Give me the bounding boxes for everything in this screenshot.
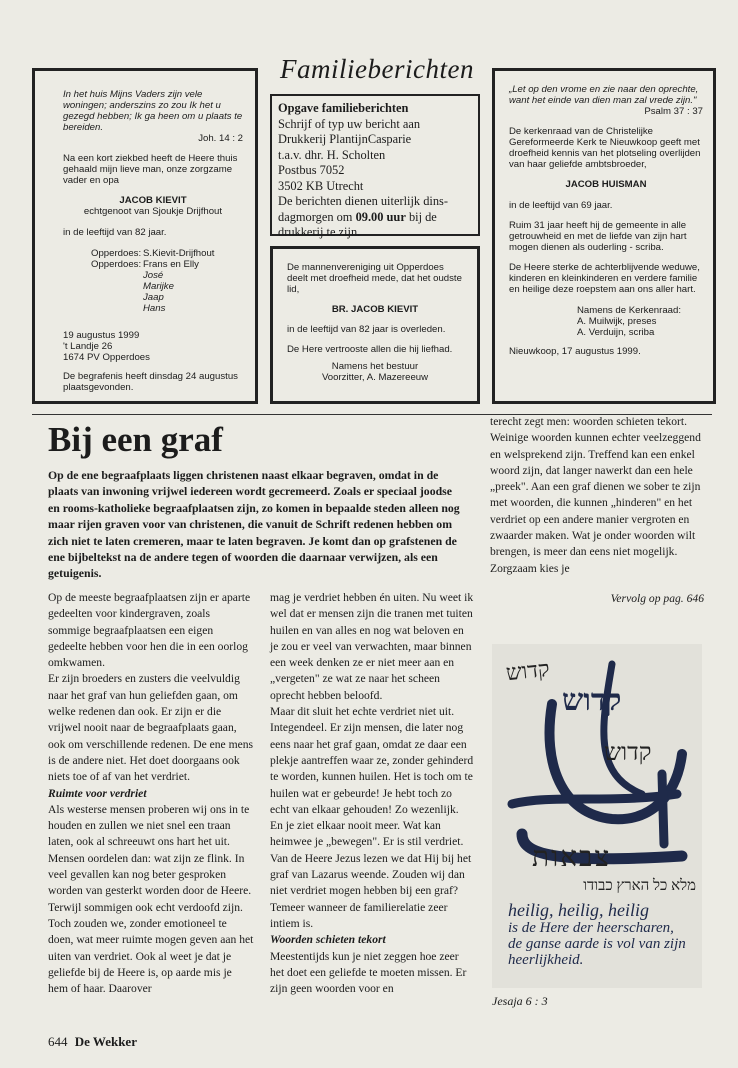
article-lead: Op de ene begraafplaats liggen christenen naast elkaar begraven, omdat in de plaats van inwoning vrijwel iedereen wordt gecremeerd. Zoals er speciaal joodse en rooms-katholieke begraafplaatsen zijn, zo komen in bepaalde steden alleen nog maar rijen graven voor van christenen, die vanuit de Schrift redenen hebben om zich niet te laten cremeren, maar te laten begraven. Je komt dan op grafstenen de ene bijbeltekst na de andere tegen of woorden die daarnaar verwijzen, als een getuigenis. — [48, 468, 460, 581]
paragraph: terecht zegt men: woorden schieten tekort. Weinige woorden kunnen echter veelzeggend en welsprekend zijn. Treffend kan een enkel woord zijn, dat langer nawerkt dan een hele „preek". Aan een graf dienen we sober te zijn met woorden, die kunnen „hinderen" en het verdriet op een andere manier vergroten en zwaarder maken. Wat je onder woorden wilt brengen, is meer dan eens niet mogelijk. Zorgzaam kies je — [490, 415, 701, 575]
notice-date: 19 augustus 1999 — [63, 330, 140, 341]
deadline-line: dagmorgen om 09.00 uur bij de — [278, 209, 437, 224]
hebrew-line: מלא כל הארץ כבודו — [583, 878, 696, 894]
signature-block: Namens de Kerkenraad: A. Muilwijk, preses A. Verduijn, scriba — [577, 305, 681, 338]
subheading: Woorden schieten tekort — [270, 933, 386, 947]
obituary-huisman — [492, 68, 716, 404]
postcode: 1674 PV Opperdoes — [63, 352, 150, 363]
page-footer — [48, 1034, 137, 1050]
family-row: Opperdoes: S.Kievit-Drijfhout — [91, 248, 215, 259]
notice-date: Nieuwkoop, 17 augustus 1999. — [509, 346, 641, 357]
deadline-line: drukkerij te zijn. — [278, 225, 361, 239]
spouse-line: echtgenoot van Sjoukje Drijfhout — [83, 206, 223, 217]
notice-intro: De mannenvereniging uit Opperdoes deelt met droefheid mede, dat het oudste lid, — [287, 262, 462, 295]
dutch-calligraphy: heilig, heilig, heilig is de Here der heerscharen, de ganse aarde is vol van zijn heerlijkheid. — [508, 900, 686, 968]
magazine-name: De Wekker — [74, 1034, 137, 1049]
paragraph: Toch zouden we, zonder emotioneel te doen, wat meer ruimte mogen geven aan het uiten van verdriet. Ook al weet je dat je geliefde bij de Heere is, op aarde mis je hem of haar. Daarover — [48, 916, 254, 996]
subheading: Ruimte voor verdriet — [48, 786, 147, 800]
bible-verse: In het huis Mijns Vaders zijn vele woningen; anderszins zo zou Ik het u gezegd hebben; Ik ga heen om u plaats te bereiden. — [63, 89, 243, 133]
age-line: in de leeftijd van 69 jaar. — [509, 200, 613, 211]
notice-intro: Na een kort ziekbed heeft de Heere thuis gehaald mijn lieve man, onze zorgzame vader en opa — [63, 153, 238, 186]
submission-info-box — [270, 94, 480, 239]
paragraph: Maar dit sluit het echte verdriet niet uit. Integendeel. Er zijn mensen, die later nog eens naar het graf gaan, omdat ze daar een plekje aantreffen waar ze, zonder gehinderd te worden, kunnen huilen. Het is toch om te huilen wat er gebeurde! Je hebt toch zo echt van elkaar gehouden! Zo wezenlijk. En je ziet elkaar nooit meer. Wat kan heimwee je „bewegen". Er is stil verdriet. Van de Heere Jezus lezen we dat Hij bij het graf van Lazarus weende. Zouden wij dan niet verdriet mogen hebben bij een graf? Temeer wanneer de familierelatie zeer intiem is. — [270, 705, 474, 930]
article-column-1 — [48, 590, 254, 997]
info-line: Drukkerij PlantijnCasparie — [278, 132, 412, 146]
article-column-3 — [490, 414, 704, 607]
page-number: 644 — [48, 1034, 68, 1049]
info-line: 3502 KB Utrecht — [278, 178, 364, 193]
paragraph: Als westerse mensen proberen wij ons in te houden en zullen we niet snel een traan laten, ook al schreeuwt ons hart het uit. Mensen oordelen dan: wat zijn ze flink. In veel gevallen kan nog beter gesproken worden van gesterkt worden door de Heere. Terwijl sommigen ook echt verdoofd zijn. — [48, 802, 252, 914]
paragraph: Op de meeste begraafplaatsen zijn er aparte gedeelten voor kindergraven, zoals sommige begraafplaatsen een eigen gedeelte hebben voor hen die in een oorlog omkwamen. — [48, 591, 251, 670]
continuation-note: Vervolg op pag. 646 — [610, 591, 704, 605]
obituary-kievit-family — [32, 68, 258, 404]
paragraph: Meestentijds kun je niet zeggen hoe zeer het doet een geliefde te moeten missen. Er zijn geen woorden voor en — [270, 949, 467, 996]
info-line: t.a.v. dhr. H. Scholten — [278, 147, 386, 162]
deceased-name: BR. JACOB KIEVIT — [331, 304, 419, 315]
verse-reference: Joh. 14 : 2 — [198, 133, 243, 144]
age-line: in de leeftijd van 82 jaar is overleden. — [287, 324, 446, 335]
artwork-caption: Jesaja 6 : 3 — [492, 994, 548, 1008]
paragraph: Er zijn broeders en zusters die veelvuldig naar het graf van hun geliefden gaan, om welke redenen dan ook. Er zijn er die vrijwel nooit naar de begraafplaats gaan, ook om verschillende redenen. De ene mens is de andere niet. Het doet doorgaans ook niets toe of af van het verdriet. — [48, 672, 254, 784]
info-line: Postbus 7052 — [278, 163, 345, 177]
bible-verse: „Let op den vrome en zie naar den oprechte, want het einde van dien man zal vrede zijn." — [509, 84, 699, 106]
article-column-2 — [270, 590, 474, 997]
brush-stroke — [512, 794, 677, 804]
comfort-line: De Here vertrooste allen die hij liefhad. — [287, 344, 453, 355]
deadline-line: De berichten dienen uiterlijk dins- — [278, 194, 448, 208]
brush-stroke — [662, 774, 664, 844]
age-line: in de leeftijd van 82 jaar. — [63, 227, 167, 238]
family-list — [63, 248, 243, 314]
hebrew-word-large: קדוש — [562, 684, 622, 717]
paragraph: mag je verdriet hebben én uiten. Nu weet ik wel dat er mensen zijn die tranen met tuiten huilen en van alles en nog wat beloven en je zou er veel van verwachten, maar binnen een week denken ze er niet meer aan en „vergeten" ze wat ze naar het scheen oprecht hebben beloofd. — [270, 591, 474, 702]
street-address: 't Landje 26 — [63, 341, 113, 352]
signature: Voorzitter, A. Mazereeuw — [321, 372, 429, 383]
children-list: José Marijke Jaap Hans — [143, 270, 174, 314]
signature: Namens het bestuur — [331, 361, 419, 372]
comfort-text: De Heere sterke de achterblijvende weduwe, kinderen en kleinkinderen en verdere familie en heilige deze roepstem aan ons aller hart. — [509, 262, 700, 295]
hebrew-word-top: קדוש — [504, 655, 551, 686]
family-row: Opperdoes: Frans en Elly — [91, 259, 199, 270]
hebrew-tzevaot: צבאות — [532, 842, 612, 873]
funeral-note: De begrafenis heeft dinsdag 24 augustus plaatsgevonden. — [63, 371, 238, 393]
deceased-name: JACOB KIEVIT — [119, 195, 187, 206]
calligraphy-artwork — [492, 644, 702, 988]
deceased-name: JACOB HUISMAN — [565, 179, 647, 190]
obituary-mens-club — [270, 246, 480, 404]
hebrew-word-side: קדוש — [604, 740, 652, 766]
verse-reference: Psalm 37 : 37 — [644, 106, 703, 117]
info-heading: Opgave familieberichten — [278, 101, 409, 115]
notice-intro: De kerkenraad van de Christelijke Gereformeerde Kerk te Nieuwkoop geeft met droefheid kennis van het plotseling overlijden van haar geliefde ambtsbroeder, — [509, 126, 701, 170]
section-title: Familieberichten — [280, 54, 474, 84]
info-line: Schrijf of typ uw bericht aan — [278, 116, 421, 131]
article-title: Bij een graf — [48, 420, 223, 459]
service-text: Ruim 31 jaar heeft hij de gemeente in alle getrouwheid en met de liefde van zijn hart mogen dienen als ouderling - scriba. — [509, 220, 687, 253]
